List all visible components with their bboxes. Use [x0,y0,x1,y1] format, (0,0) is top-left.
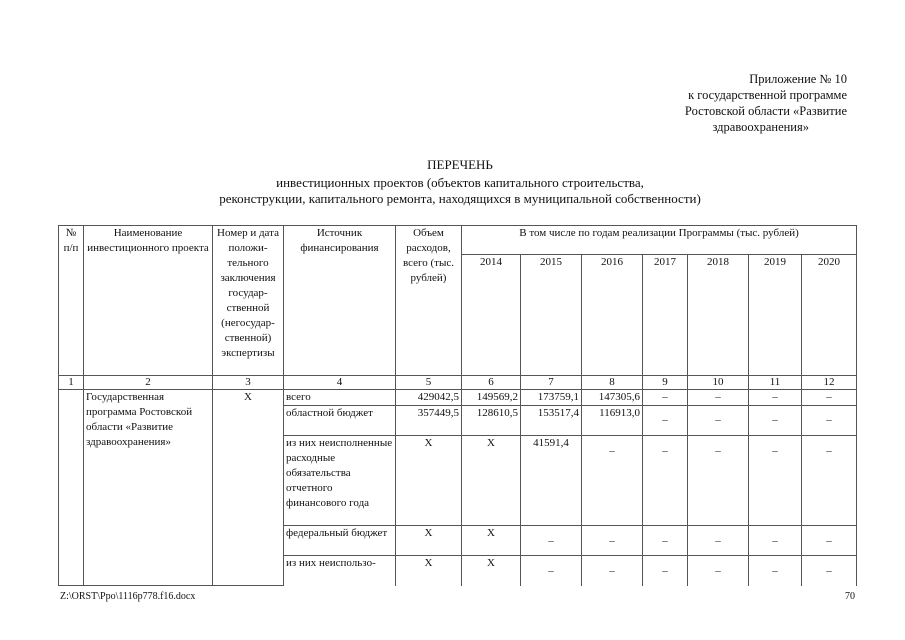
appendix-line: к государственной программе [688,88,847,102]
header-volume: Объем расходов, всего (тыс. рублей) [396,226,462,376]
year-cell: 173759,1 [521,390,582,406]
header-year: 2015 [521,255,582,376]
column-number-row [59,376,857,390]
appendix-line: здравоохранения» [712,120,809,134]
year-cell: – [643,390,688,406]
column-number: 2 [84,376,213,390]
year-cell: – [582,436,643,526]
financing-source: всего [284,390,396,406]
volume-cell: 429042,5 [396,390,462,406]
column-number: 11 [749,376,802,390]
footer-file-path: Z:\ORST\Ppo\1116p778.f16.docx [60,591,196,602]
year-cell: 128610,5 [462,406,521,436]
column-number: 3 [213,376,284,390]
header-year: 2019 [749,255,802,376]
column-number: 1 [59,376,84,390]
year-cell: – [688,436,749,526]
header-years-group: В том числе по годам реализации Программы (тыс. рублей) [462,226,857,255]
year-cell: Х [462,436,521,526]
financing-source: из них неисполненные расходные обязательства отчетного финансового года [284,436,396,526]
financing-source: областной бюджет [284,406,396,436]
header-year: 2020 [802,255,857,376]
volume-cell: Х [396,556,462,586]
volume-cell: Х [396,526,462,556]
investment-projects-table [58,225,857,586]
project-name: Государственная программа Ростовской области «Развитие здравоохранения» [84,390,213,586]
year-cell: – [802,436,857,526]
year-cell: – [643,526,688,556]
year-cell: – [521,526,582,556]
year-cell: – [582,526,643,556]
column-number: 4 [284,376,396,390]
column-number: 8 [582,376,643,390]
year-cell: – [688,556,749,586]
year-cell: 149569,2 [462,390,521,406]
header-year: 2017 [643,255,688,376]
table-row [59,390,857,406]
document-subtitle: реконструкции, капитального ремонта, находящихся в муниципальной собственности) [219,191,701,206]
year-cell: – [749,390,802,406]
appendix-line: Приложение № 10 [749,72,847,86]
year-cell: – [643,556,688,586]
footer-page-number: 70 [845,591,855,602]
year-cell: – [643,406,688,436]
year-cell: 41591,4 [521,436,582,526]
appendix-line: Ростовской области «Развитие [684,104,847,118]
column-number: 12 [802,376,857,390]
year-cell: – [643,436,688,526]
header-year: 2018 [688,255,749,376]
year-cell: – [582,556,643,586]
header-name: Наименование инвестиционного проекта [84,226,213,376]
column-number: 5 [396,376,462,390]
header-expertise: Номер и дата положи-тельного заключения государ-ственной (негосудар-ственной) экспертизы [213,226,284,376]
year-cell: – [802,390,857,406]
year-cell: 153517,4 [521,406,582,436]
year-cell: – [749,406,802,436]
volume-cell: Х [396,436,462,526]
column-number: 7 [521,376,582,390]
project-expertise: Х [213,390,284,586]
document-title: ПЕРЕЧЕНЬ [427,157,493,172]
header-source: Источник финансирования [284,226,396,376]
year-cell: – [749,556,802,586]
document-subtitle: инвестиционных проектов (объектов капитального строительства, [276,175,644,190]
year-cell: – [802,406,857,436]
year-cell: Х [462,556,521,586]
appendix-note [600,71,847,135]
year-cell: – [802,556,857,586]
column-number: 6 [462,376,521,390]
project-num [59,390,84,586]
volume-cell: 357449,5 [396,406,462,436]
year-cell: – [749,436,802,526]
header-year: 2016 [582,255,643,376]
year-cell: – [749,526,802,556]
year-cell: 147305,6 [582,390,643,406]
year-cell: 116913,0 [582,406,643,436]
column-number: 10 [688,376,749,390]
year-cell: – [688,390,749,406]
column-number: 9 [643,376,688,390]
year-cell: – [802,526,857,556]
year-cell: – [688,406,749,436]
financing-source: федеральный бюджет [284,526,396,556]
header-year: 2014 [462,255,521,376]
header-num: № п/п [59,226,84,376]
financing-source: из них неиспользо- [284,556,396,586]
year-cell: – [521,556,582,586]
year-cell: – [688,526,749,556]
year-cell: Х [462,526,521,556]
